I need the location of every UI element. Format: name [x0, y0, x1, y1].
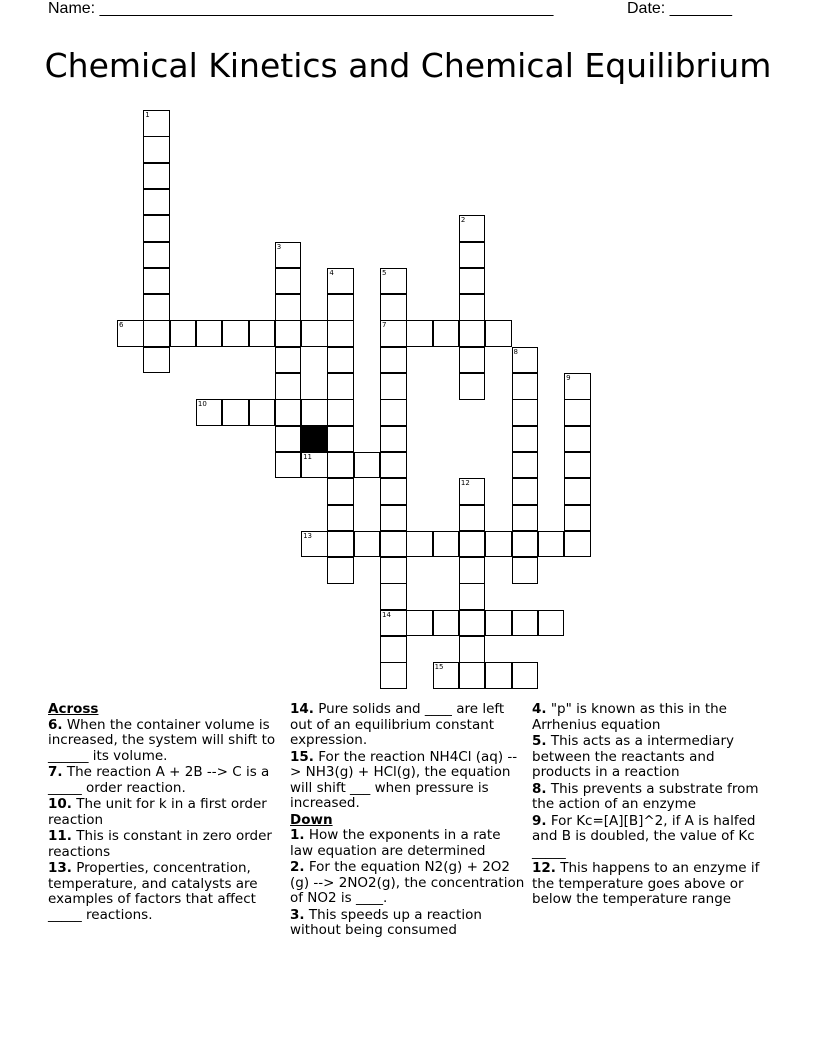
grid-cell[interactable] — [117, 320, 144, 347]
grid-cell[interactable] — [301, 320, 328, 347]
clue-number: 3 — [276, 242, 282, 251]
grid-cell[interactable] — [222, 320, 249, 347]
grid-cell[interactable] — [327, 268, 354, 295]
clue-number: 2 — [460, 216, 466, 225]
grid-cell[interactable] — [380, 610, 407, 637]
grid-cell[interactable] — [512, 452, 539, 479]
grid-cell[interactable] — [564, 531, 591, 558]
grid-cell[interactable] — [433, 610, 460, 637]
grid-cell[interactable] — [380, 320, 407, 347]
grid-cell[interactable] — [459, 215, 486, 242]
clue-number: 8 — [513, 347, 518, 356]
grid-cell[interactable] — [143, 215, 170, 242]
grid-cell[interactable] — [406, 320, 433, 347]
grid-cell[interactable] — [380, 399, 407, 426]
grid-cell[interactable] — [459, 636, 486, 663]
down-heading: Down — [290, 811, 333, 828]
grid-cell[interactable] — [275, 373, 302, 400]
grid-cell[interactable] — [538, 610, 565, 637]
grid-cell[interactable] — [512, 373, 539, 400]
grid-cell[interactable] — [380, 662, 407, 689]
grid-cell[interactable] — [380, 268, 407, 295]
grid-cell[interactable] — [275, 294, 302, 321]
grid-cell[interactable] — [275, 268, 302, 295]
grid-cell[interactable] — [485, 662, 512, 689]
clue-across-11: 11. This is constant in zero order reactions — [48, 828, 272, 860]
clue-number: 5 — [382, 268, 387, 277]
grid-cell[interactable] — [538, 531, 565, 558]
clues-column-2 — [290, 702, 526, 940]
clue-number: 1 — [145, 111, 150, 119]
grid-cell[interactable] — [143, 242, 170, 269]
grid-cell[interactable] — [459, 531, 486, 558]
grid-cell[interactable] — [275, 426, 302, 453]
clue-across-6: 6. When the container volume is increased, the system will shift to ______ its volume. — [48, 716, 276, 764]
clue-down-4: 4. "p" is known as this in the Arrhenius equation — [532, 701, 727, 733]
grid-cell[interactable] — [485, 610, 512, 637]
grid-cell[interactable] — [380, 531, 407, 558]
clue-number: 7 — [382, 321, 387, 330]
grid-cell[interactable] — [143, 136, 170, 163]
grid-cell[interactable] — [459, 373, 486, 400]
grid-cell[interactable] — [143, 268, 170, 295]
grid-cell[interactable] — [143, 189, 170, 216]
page-title: Chemical Kinetics and Chemical Equilibrium — [44, 46, 772, 85]
grid-cell[interactable] — [380, 557, 407, 584]
grid-cell[interactable] — [459, 583, 486, 610]
grid-cell[interactable] — [564, 373, 591, 400]
grid-cell[interactable] — [143, 320, 170, 347]
grid-cell[interactable] — [380, 636, 407, 663]
grid-cell[interactable] — [301, 399, 328, 426]
clue-number: 9 — [566, 374, 571, 382]
clue-across-14: 14. Pure solids and ____ are left out of an equilibrium constant expression. — [290, 701, 505, 748]
name-field[interactable]: Name: ___________________________________________________ — [48, 0, 554, 17]
clue-number: 12 — [460, 479, 470, 488]
grid-cell[interactable] — [327, 320, 354, 347]
grid-cell[interactable] — [301, 531, 328, 558]
grid-cell[interactable] — [564, 452, 591, 479]
grid-cell[interactable] — [512, 399, 539, 426]
grid-cell[interactable] — [485, 531, 512, 558]
grid-cell[interactable] — [564, 399, 591, 426]
grid-cell[interactable] — [275, 452, 302, 479]
grid-cell[interactable] — [512, 505, 539, 532]
grid-cell[interactable] — [327, 426, 354, 453]
grid-cell[interactable] — [327, 452, 354, 479]
grid-cell[interactable] — [143, 294, 170, 321]
grid-cell[interactable] — [275, 320, 302, 347]
grid-cell[interactable] — [512, 531, 539, 558]
grid-cell[interactable] — [459, 478, 486, 505]
grid-cell[interactable] — [275, 242, 302, 269]
grid-cell[interactable] — [564, 426, 591, 453]
grid-cell[interactable] — [380, 294, 407, 321]
grid-cell[interactable] — [170, 320, 197, 347]
grid-cell[interactable] — [143, 347, 170, 374]
grid-cell[interactable] — [512, 557, 539, 584]
grid-cell[interactable] — [327, 531, 354, 558]
grid-cell[interactable] — [512, 478, 539, 505]
clue-number: 14 — [382, 610, 391, 619]
grid-cell[interactable] — [485, 320, 512, 347]
grid-cell[interactable] — [380, 583, 407, 610]
grid-cell[interactable] — [327, 399, 354, 426]
clue-down-2: 2. For the equation N2(g) + 2O2 (g) --> 2NO2(g), the concentration of NO2 is ____. — [290, 859, 525, 906]
grid-cell[interactable] — [406, 610, 433, 637]
grid-cell[interactable] — [512, 426, 539, 453]
grid-cell[interactable] — [380, 373, 407, 400]
grid-cell[interactable] — [327, 505, 354, 532]
date-field[interactable]: Date: _______ — [627, 0, 732, 17]
grid-cell[interactable] — [512, 347, 539, 374]
grid-cell[interactable] — [459, 347, 486, 374]
grid-cell[interactable] — [406, 531, 433, 558]
across-heading: Across — [48, 701, 99, 717]
clue-down-1: 1. How the exponents in a rate law equation are determined — [290, 827, 501, 859]
grid-cell[interactable] — [327, 373, 354, 400]
grid-cell[interactable] — [327, 347, 354, 374]
grid-cell[interactable] — [196, 399, 223, 426]
clue-number: 10 — [197, 400, 207, 409]
black-cell — [301, 426, 328, 453]
grid-cell[interactable] — [433, 662, 460, 689]
clue-across-15: 15. For the reaction NH4Cl (aq) --> NH3(g) + HCl(g), the equation will shift ___ when pressure is increased. — [290, 748, 518, 811]
grid-cell[interactable] — [459, 294, 486, 321]
clue-number: 6 — [119, 321, 124, 330]
grid-cell[interactable] — [564, 478, 591, 505]
clues-column-3 — [532, 702, 772, 909]
grid-cell[interactable] — [249, 320, 276, 347]
grid-cell[interactable] — [459, 610, 486, 637]
grid-cell[interactable] — [249, 399, 276, 426]
grid-cell[interactable] — [354, 452, 381, 479]
grid-cell[interactable] — [275, 347, 302, 374]
clue-across-13: 13. Properties, concentration, temperature, and catalysts are examples of factors that affect _____ reactions. — [48, 860, 258, 923]
grid-cell[interactable] — [433, 320, 460, 347]
grid-cell[interactable] — [512, 662, 539, 689]
clue-down-8: 8. This prevents a substrate from the action of an enzyme — [532, 780, 759, 812]
clue-down-3: 3. This speeds up a reaction without being consumed — [290, 906, 482, 938]
grid-cell[interactable] — [380, 347, 407, 374]
grid-cell[interactable] — [380, 426, 407, 453]
clue-down-12: 12. This happens to an enzyme if the temperature goes above or below the temperature range — [532, 860, 760, 907]
clue-across-10: 10. The unit for k in a first order reaction — [48, 796, 267, 828]
grid-cell[interactable] — [433, 531, 460, 558]
grid-cell[interactable] — [380, 452, 407, 479]
clue-down-5: 5. This acts as a intermediary between the reactants and products in a reaction — [532, 733, 734, 780]
grid-cell[interactable] — [301, 452, 328, 479]
grid-cell[interactable] — [459, 320, 486, 347]
grid-cell[interactable] — [380, 478, 407, 505]
grid-cell[interactable] — [512, 610, 539, 637]
grid-cell[interactable] — [275, 399, 302, 426]
clue-across-7: 7. The reaction A + 2B --> C is a _____ order reaction. — [48, 764, 270, 796]
clue-number: 13 — [303, 531, 313, 540]
grid-cell[interactable] — [380, 505, 407, 532]
clue-number: 15 — [434, 663, 444, 672]
grid-cell[interactable] — [327, 557, 354, 584]
grid-cell[interactable] — [459, 557, 486, 584]
grid-cell[interactable] — [196, 320, 223, 347]
grid-cell[interactable] — [327, 478, 354, 505]
grid-cell[interactable] — [327, 294, 354, 321]
grid-cell[interactable] — [222, 399, 249, 426]
grid-cell[interactable] — [143, 163, 170, 190]
grid-cell[interactable] — [459, 268, 486, 295]
clues-column-1 — [48, 702, 276, 924]
grid-cell[interactable] — [459, 662, 486, 689]
clue-number: 11 — [303, 452, 313, 461]
grid-cell[interactable] — [459, 505, 486, 532]
grid-cell[interactable] — [354, 531, 381, 558]
grid-cell[interactable] — [459, 242, 486, 269]
clue-down-9: 9. For Kc=[A][B]^2, if A is halfed and B is doubled, the value of Kc _____ — [532, 812, 756, 860]
grid-cell[interactable] — [143, 110, 170, 137]
clue-number: 4 — [329, 268, 334, 277]
grid-cell[interactable] — [564, 505, 591, 532]
